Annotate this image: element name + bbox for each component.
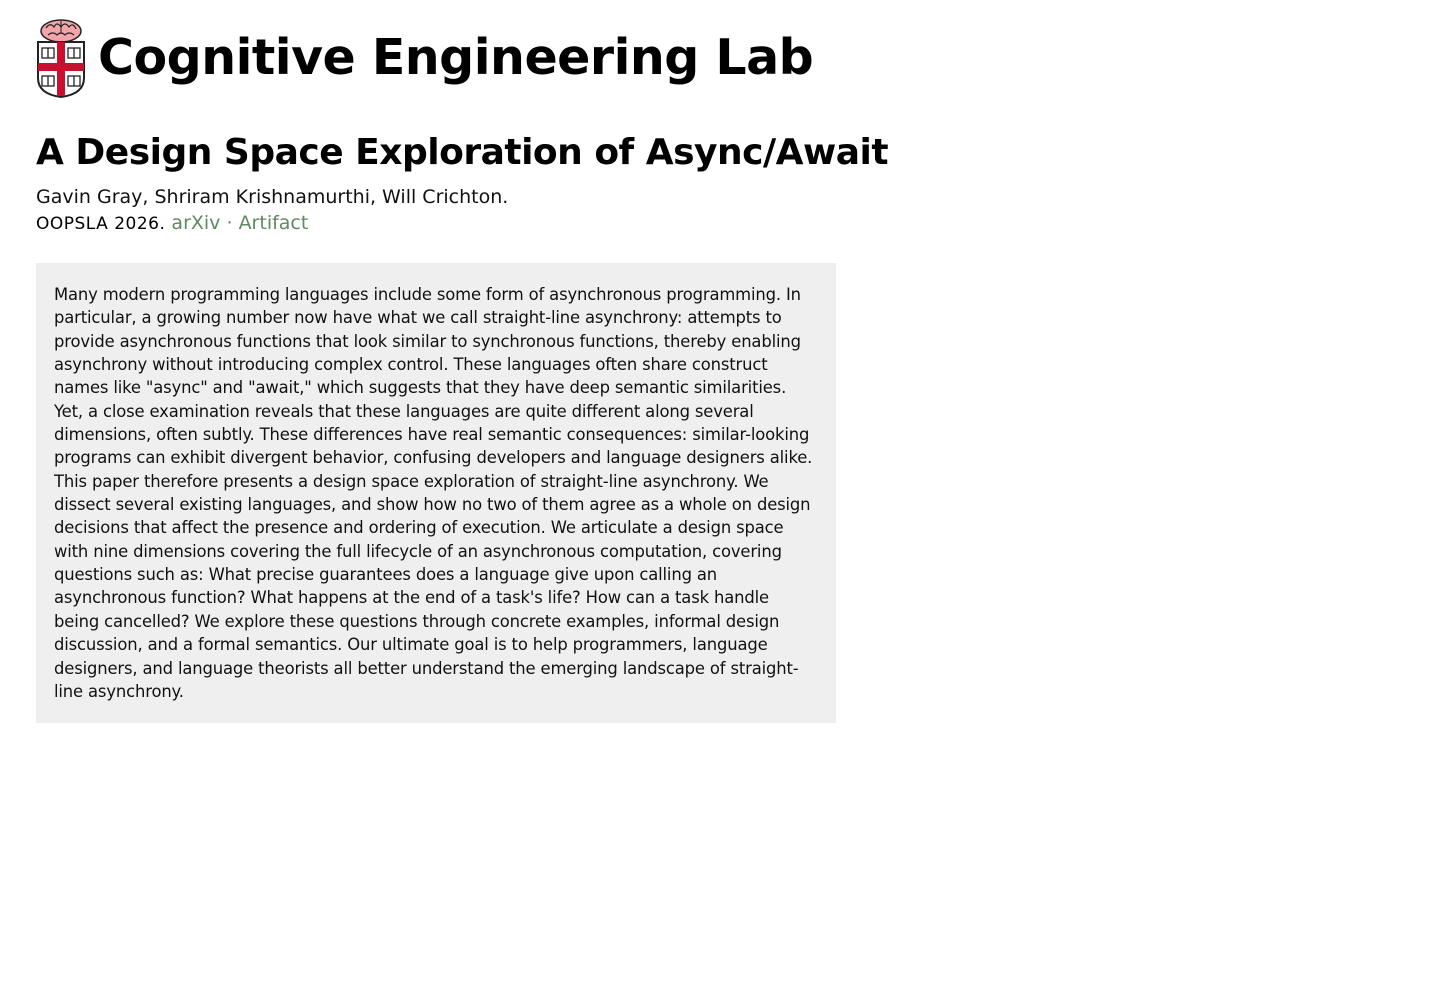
link-separator: · [226, 212, 233, 234]
lab-title[interactable]: Cognitive Engineering Lab [98, 29, 814, 86]
brain-shield-logo-icon[interactable] [36, 18, 86, 98]
paper-venue: OOPSLA 2026. [36, 214, 166, 234]
artifact-link[interactable]: Artifact [238, 212, 309, 234]
brain-icon [41, 20, 81, 42]
paper-venue-line [36, 210, 308, 237]
shield-icon [38, 42, 84, 97]
site-header [36, 18, 813, 98]
paper-title: A Design Space Exploration of Async/Await [36, 132, 889, 173]
arxiv-link[interactable]: arXiv [171, 212, 221, 234]
abstract-panel [36, 263, 836, 723]
abstract-text: Many modern programming languages include some form of asynchronous programming. In particular, a growing number now have what we call straight-line asynchrony: attempts to provide asynchronous functions that look similar to synchronous functions, thereby enabling asynchrony without introducing complex control. These languages often share construct names like "async" and "await," which suggests that they have deep semantic similarities. Yet, a close examination reveals that these languages are quite different along several dimensions, often subtly. These differences have real semantic consequences: similar-looking programs can exhibit divergent behavior, confusing developers and language designers alike. This paper therefore presents a design space exploration of straight-line asynchrony. We dissect several existing languages, and show how no two of them agree as a whole on design decisions that affect the presence and ordering of execution. We articulate a design space with nine dimensions covering the full lifecycle of an asynchronous computation, covering questions such as: What precise guarantees does a language give upon calling an asynchronous function? What happens at the end of a task's life? How can a task handle being cancelled? We explore these questions through concrete examples, informal design discussion, and a formal semantics. Our ultimate goal is to help programmers, language designers, and language theorists all better understand the emerging landscape of straight-line asynchrony. [54, 285, 813, 701]
paper-authors: Gavin Gray, Shriram Krishnamurthi, Will Crichton. [36, 186, 509, 208]
